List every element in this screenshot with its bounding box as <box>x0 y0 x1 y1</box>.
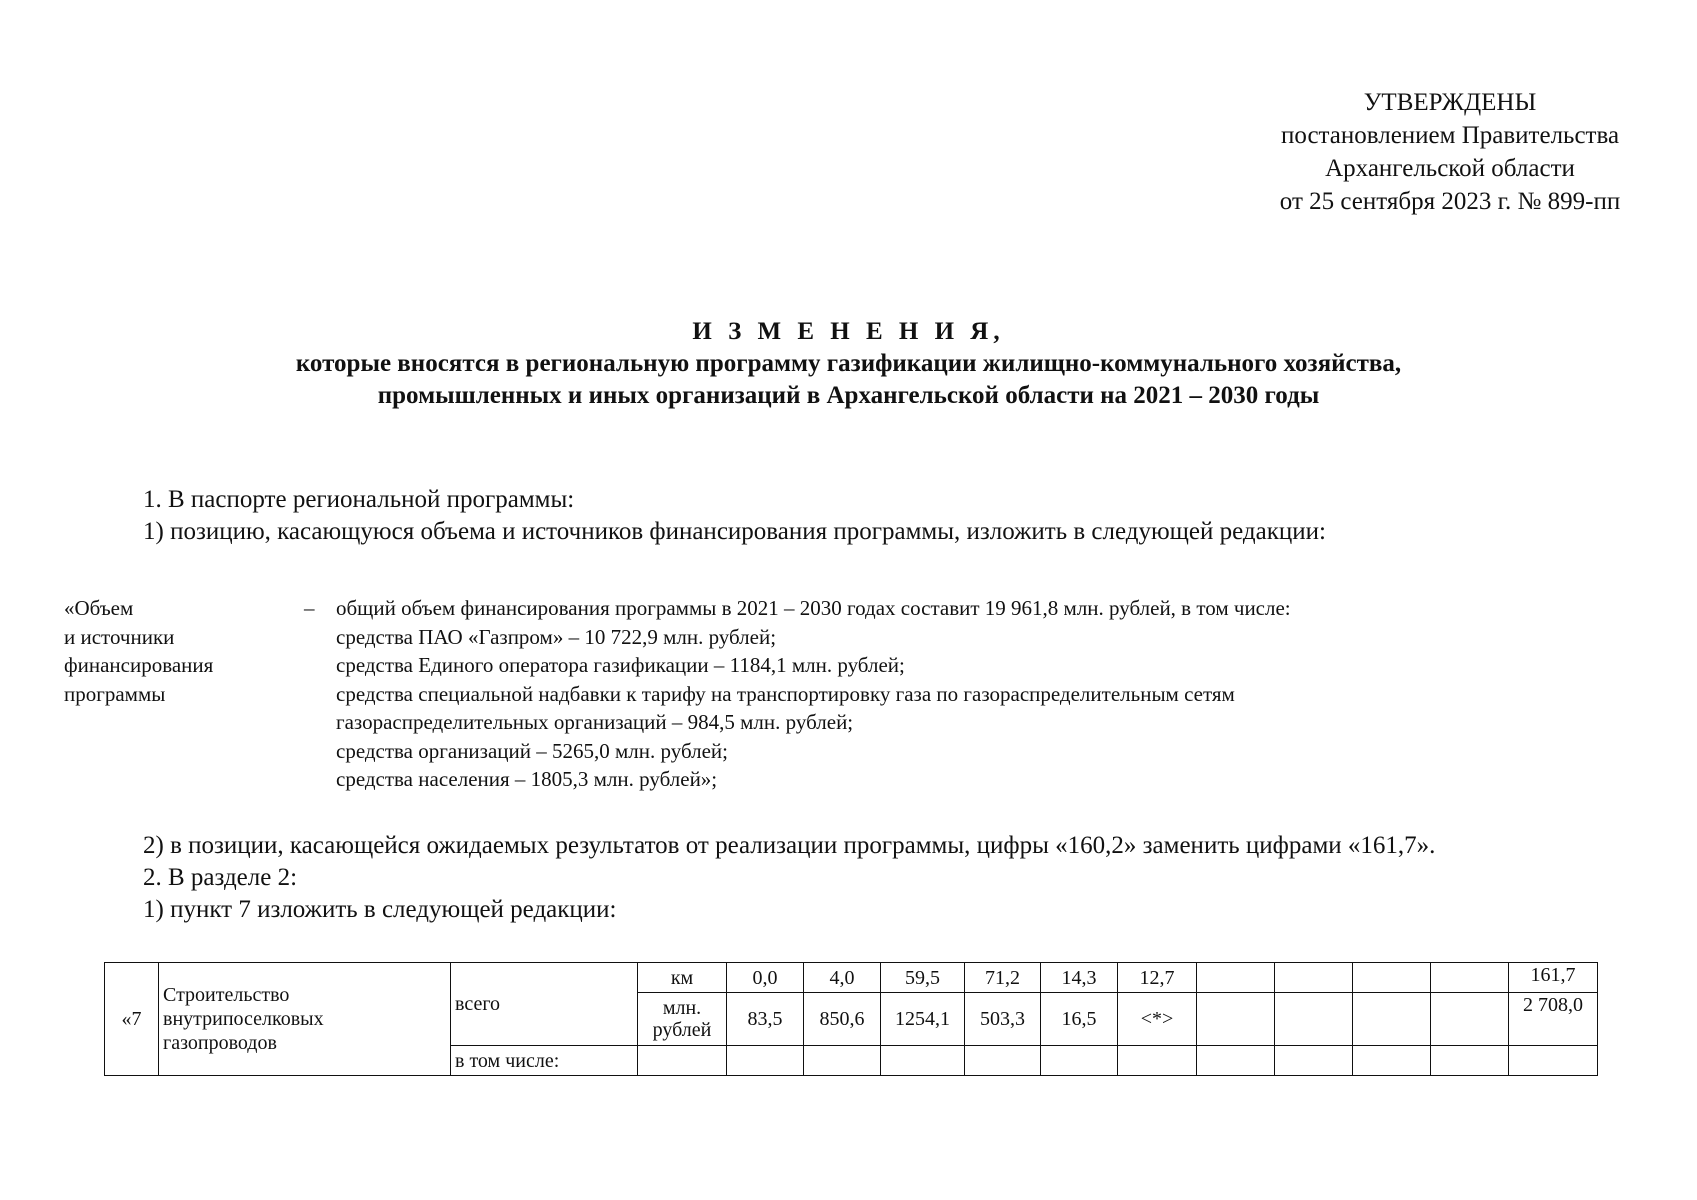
table-cell <box>1275 1046 1353 1076</box>
table-cell: 14,3 <box>1041 963 1118 993</box>
table-item-name-line: внутрипоселковых <box>163 1008 324 1030</box>
table-total-label: всего <box>451 963 638 1046</box>
table-cell: 850,6 <box>804 993 881 1046</box>
table-item-name <box>159 963 451 1076</box>
table-cell <box>1197 963 1275 993</box>
passport-content-line: средства ПАО «Газпром» – 10 722,9 млн. рублей; <box>336 624 777 649</box>
passport-content-line: газораспределительных организаций – 984,5 млн. рублей; <box>336 710 854 734</box>
table-cell-total: 2 708,0 <box>1509 993 1598 1046</box>
passport-content-line: средства Единого оператора газификации – 1184,1 млн. рублей; <box>336 653 905 677</box>
table-cell: 12,7 <box>1118 963 1197 993</box>
paragraph-5: 1) пункт 7 изложить в следующей редакции: <box>143 896 617 923</box>
passport-label-line: программы <box>64 681 166 706</box>
table-cell: 4,0 <box>804 963 881 993</box>
approval-line-1: УТВЕРЖДЕНЫ <box>1363 89 1537 116</box>
table-cell <box>1197 1046 1275 1076</box>
passport-dash: – <box>304 596 315 620</box>
table-cell <box>1353 1046 1431 1076</box>
table-cell: <*> <box>1118 993 1197 1046</box>
title-line-2: которые вносятся в региональную программу газификации жилищно-коммунального хозяйства, <box>295 350 1402 377</box>
paragraph-4: 2. В разделе 2: <box>143 864 298 891</box>
passport-label-line: финансирования <box>64 653 214 677</box>
passport-content <box>336 594 1586 794</box>
paragraph-2: 1) позицию, касающуюся объема и источников финансирования программы, изложить в следующей редакции: <box>143 518 1326 545</box>
table-cell <box>638 1046 727 1076</box>
table-cell: 0,0 <box>727 963 804 993</box>
table-cell <box>1275 993 1353 1046</box>
passport-content-line: средства организаций – 5265,0 млн. рублей; <box>336 738 728 763</box>
table-cell <box>1431 963 1509 993</box>
table-cell: 59,5 <box>881 963 965 993</box>
table-cell: 16,5 <box>1041 993 1118 1046</box>
title-line-3: промышленных и иных организаций в Архангельской области на 2021 – 2030 годы <box>377 382 1320 409</box>
table-cell <box>1431 1046 1509 1076</box>
title-heading: И З М Е Н Е Н И Я, <box>692 318 1005 345</box>
table-row-km <box>105 963 1598 993</box>
table-cell: 1254,1 <box>881 993 965 1046</box>
table-cell <box>727 1046 804 1076</box>
table-cell <box>1431 993 1509 1046</box>
paragraph-3: 2) в позиции, касающейся ожидаемых результатов от реализации программы, цифры «160,2» заменить цифрами «161,7». <box>143 832 1436 859</box>
table-cell <box>1353 993 1431 1046</box>
approval-line-4: от 25 сентября 2023 г. № 899-пп <box>1279 188 1621 215</box>
table-item-name-line: газопроводов <box>163 1032 277 1054</box>
table-cell <box>1197 993 1275 1046</box>
paragraph-1: 1. В паспорте региональной программы: <box>143 486 575 513</box>
document-title <box>0 316 1697 412</box>
table-item-name-line: Строительство <box>163 984 290 1006</box>
passport-label-line: «Объем <box>64 596 134 620</box>
passport-label <box>64 594 284 708</box>
position-7-table <box>104 962 1598 1076</box>
table-cell <box>1353 963 1431 993</box>
table-cell <box>1275 963 1353 993</box>
passport-content-line: общий объем финансирования программы в 2021 – 2030 годах составит 19 961,8 млн. рублей, в том числе: <box>336 596 1291 620</box>
table-cell <box>804 1046 881 1076</box>
table-including-label: в том числе: <box>451 1046 638 1076</box>
approval-line-3: Архангельской области <box>1325 155 1575 182</box>
table-cell: 503,3 <box>965 993 1041 1046</box>
table-cell <box>1041 1046 1118 1076</box>
table-cell: 71,2 <box>965 963 1041 993</box>
table-unit-rub: млн. рублей <box>638 993 727 1046</box>
table-cell <box>965 1046 1041 1076</box>
table-cell <box>1118 1046 1197 1076</box>
approval-line-2: постановлением Правительства <box>1280 122 1620 149</box>
passport-label-line: и источники <box>64 624 175 649</box>
table-cell-total: 161,7 <box>1509 963 1598 993</box>
table-item-number: «7 <box>105 963 159 1076</box>
table-cell <box>881 1046 965 1076</box>
table-cell <box>1509 1046 1598 1076</box>
passport-content-line: средства населения – 1805,3 млн. рублей»; <box>336 767 718 791</box>
approval-stamp <box>1230 86 1670 218</box>
passport-content-line: средства специальной надбавки к тарифу на транспортировку газа по газораспределительным сетям <box>336 681 1235 706</box>
table-cell: 83,5 <box>727 993 804 1046</box>
table-unit-km: км <box>638 963 727 993</box>
